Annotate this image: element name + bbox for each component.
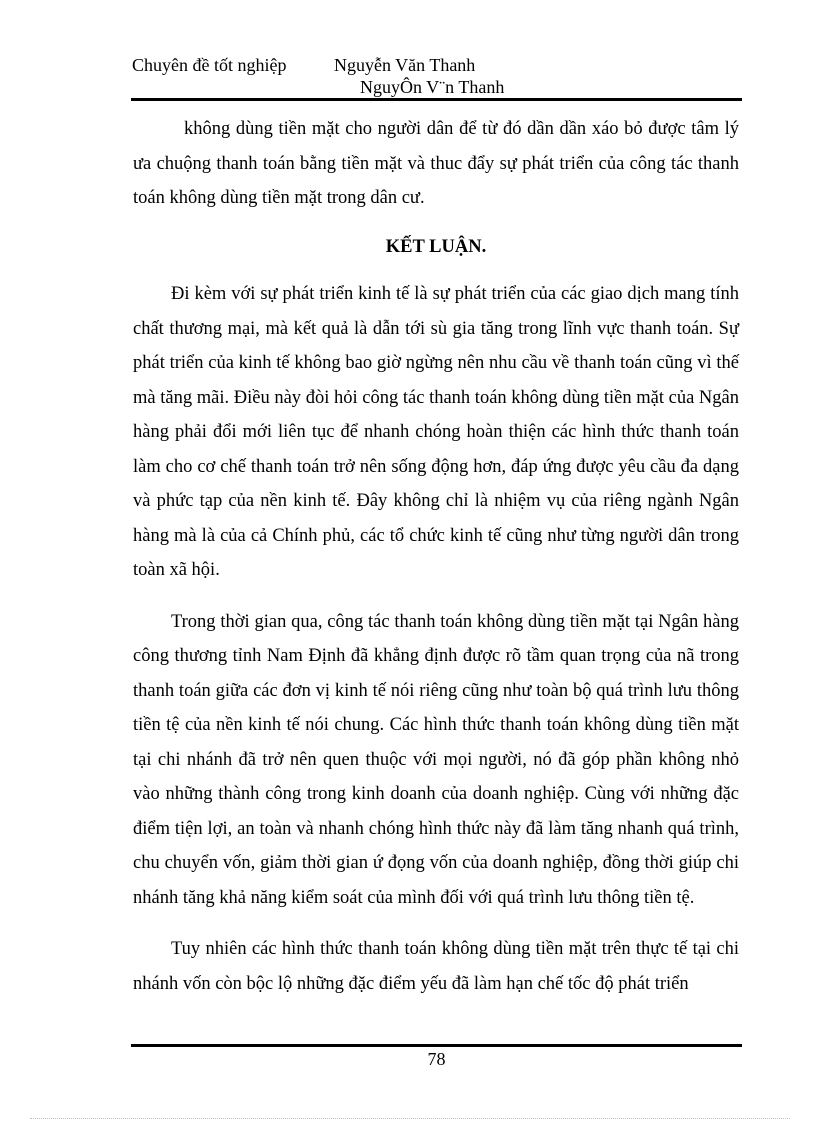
page-number: 78: [427, 1049, 446, 1069]
header-rule: [131, 98, 742, 101]
continuation-paragraph: không dùng tiền mặt cho người dân để từ đó dần dần xáo bỏ được tâm lý ưa chuộng thanh toán bằng tiền mặt và thuc đẩy sự phát triển của công tác thanh toán không dùng tiền mặt trong dân cư.: [133, 119, 739, 208]
document-body: [133, 112, 739, 1001]
section-title: KẾT LUẬN.: [385, 236, 487, 257]
footer-rule: [131, 1044, 742, 1047]
paragraph-spacer: [133, 915, 739, 932]
header-author: Nguyễn Văn Thanh: [334, 55, 476, 75]
paragraph-3: Tuy nhiên các hình thức thanh toán không dùng tiền mặt trên thực tế tại chi nhánh vốn còn bộc lộ những đặc điểm yếu đã làm hạn chế tốc độ phát triển: [133, 939, 739, 994]
paragraph-2: Trong thời gian qua, công tác thanh toán không dùng tiền mặt tại Ngân hàng công thương tỉnh Nam Định đã khẳng định được rõ tầm quan trọng của nã trong thanh toán giữa các đơn vị kinh tế nói riêng cũng như toàn bộ quá trình lưu thông tiền tệ của nền kinh tế nói chung. Các hình thức thanh toán không dùng tiền mặt tại chi nhánh đã trở nên quen thuộc với mọi người, nó đã góp phần không nhỏ vào những thành công trong kinh doanh của doanh nghiệp. Cùng với những đặc điểm tiện lợi, an toàn và nhanh chóng hình thức này đã làm tăng nhanh quá trình, chu chuyển vốn, giảm thời gian ứ đọng vốn của doanh nghiệp, đồng thời giúp chi nhánh tăng khả năng kiểm soát của mình đối với quá trình lưu thông tiền tệ.: [133, 611, 739, 908]
paragraph-spacer: [133, 588, 739, 605]
header-subject: Chuyên đề tốt nghiệp: [132, 55, 287, 75]
page-edge-dotted-line: [30, 1118, 790, 1119]
paragraph-1: Đi kèm với sự phát triển kinh tế là sự phát triển của các giao dịch mang tính chất thương mại, mà kết quả là dẫn tới sù gia tăng trong lĩnh vực thanh toán. Sự phát triển của kinh tế không bao giờ ngừng nên nhu cầu về thanh toán cũng vì thế mà tăng mãi. Điều này đòi hỏi công tác thanh toán không dùng tiền mặt của Ngân hàng phải đổi mới liên tục để nhanh chóng hoàn thiện các hình thức thanh toán làm cho cơ chế thanh toán trở nên sống động hơn, đáp ứng được yêu cầu đa dạng và phức tạp của nền kinh tế. Đây không chỉ là nhiệm vụ của riêng ngành Ngân hàng mà là của cả Chính phủ, các tổ chức kinh tế cũng như từng người dân trong toàn xã hội.: [133, 284, 739, 580]
header-author-legacy-encoding: NguyÔn V¨n Thanh: [360, 77, 505, 97]
